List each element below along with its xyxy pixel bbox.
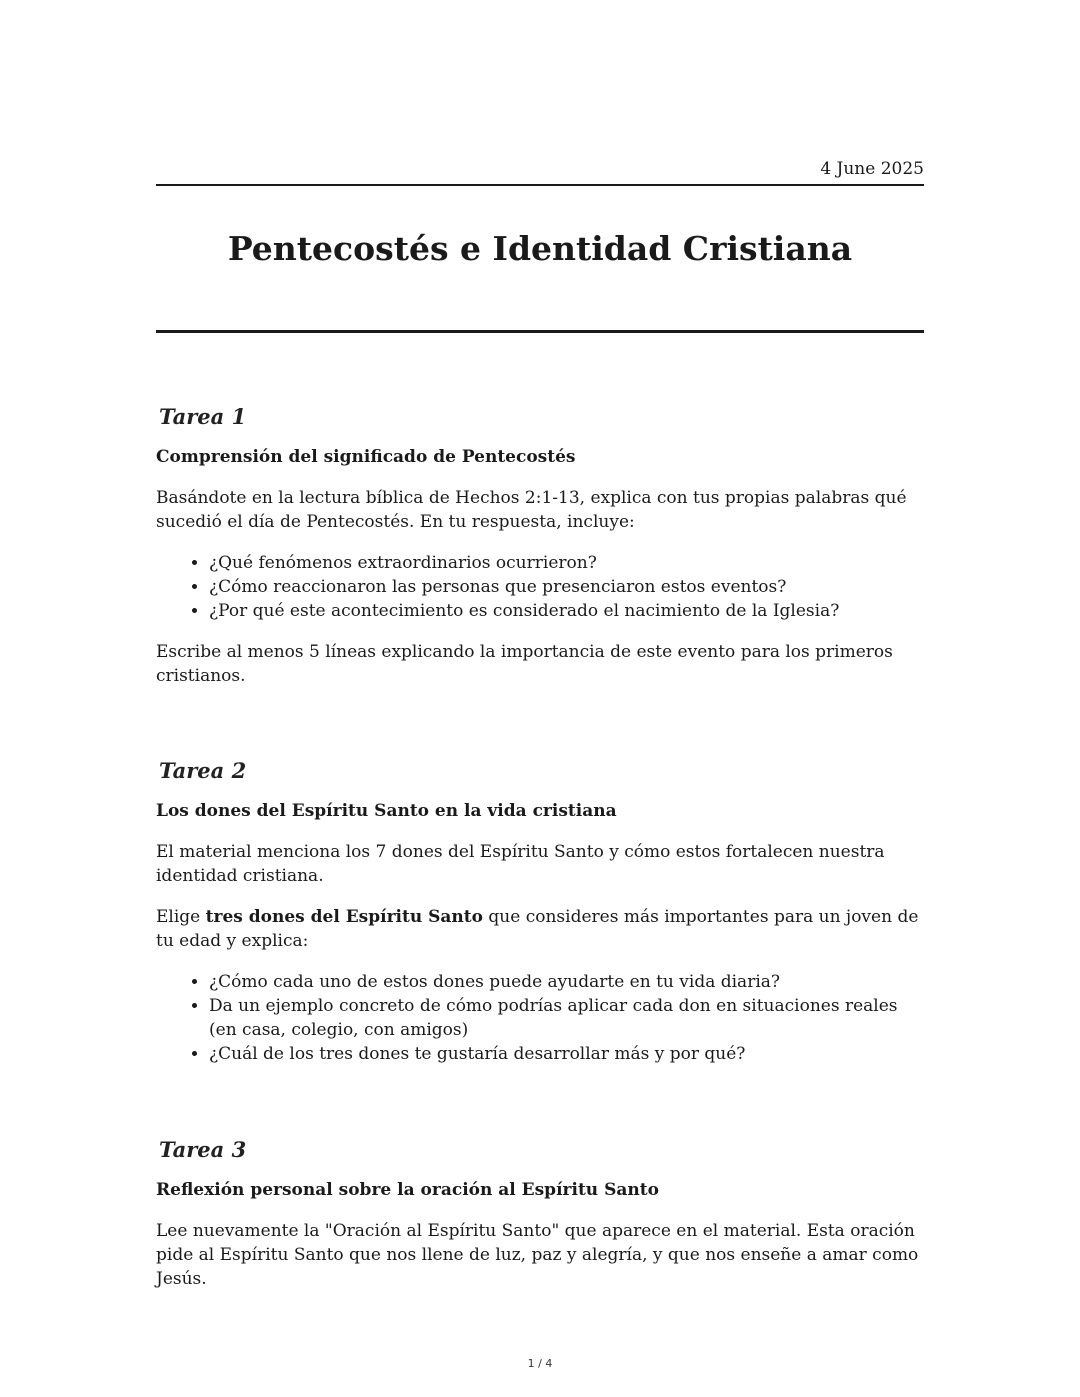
task-2-heading: Tarea 2 — [159, 758, 247, 783]
task-2-instructions — [156, 905, 924, 953]
list-item: • ¿Qué fenómenos extraordinarios ocurrieron? — [209, 551, 924, 575]
task-1-subtitle: Comprensión del significado de Pentecostés — [156, 447, 576, 467]
task-3-heading: Tarea 3 — [159, 1137, 247, 1162]
task-2-instructions-suffix: que consideres más importantes para un joven de tu edad y explica: — [156, 907, 919, 951]
list-item: • ¿Cómo cada uno de estos dones puede ayudarte en tu vida diaria? — [209, 970, 924, 994]
list-item: • Da un ejemplo concreto de cómo podrías aplicar cada don en situaciones reales (en casa, colegio, con amigos) — [209, 994, 924, 1042]
task-3-intro: Lee nuevamente la "Oración al Espíritu Santo" que aparece en el material. Esta oración pide al Espíritu Santo que nos llene de luz, paz y alegría, y que nos enseñe a amar como Jesús. — [156, 1221, 919, 1289]
task-2-instructions-prefix: Elige — [156, 907, 206, 927]
task-2-subtitle: Los dones del Espíritu Santo en la vida cristiana — [156, 801, 617, 821]
page-number: 1 / 4 — [527, 1357, 553, 1370]
task-1-heading: Tarea 1 — [159, 404, 247, 429]
task-2-instructions-emphasis: tres dones del Espíritu Santo — [205, 907, 483, 927]
list-item: • ¿Cuál de los tres dones te gustaría desarrollar más y por qué? — [209, 1042, 924, 1066]
task-3-subtitle: Reflexión personal sobre la oración al Espíritu Santo — [156, 1180, 659, 1200]
document-date: 4 June 2025 — [820, 159, 924, 179]
task-1-section — [156, 403, 924, 688]
task-1-intro: Basándote en la lectura bíblica de Hechos 2:1-13, explica con tus propias palabras qué sucedió el día de Pentecostés. En tu respuesta, incluye: — [156, 488, 907, 532]
task-1-bullet-list — [156, 551, 924, 623]
task-1-closing: Escribe al menos 5 líneas explicando la importancia de este evento para los primeros cristianos. — [156, 642, 893, 686]
header-divider — [156, 184, 924, 186]
task-2-intro: El material menciona los 7 dones del Espíritu Santo y cómo estos fortalecen nuestra identidad cristiana. — [156, 842, 885, 886]
task-3-section — [156, 1136, 924, 1291]
task-2-bullet-list — [156, 970, 924, 1066]
document-title: Pentecostés e Identidad Cristiana — [227, 229, 853, 268]
title-divider — [156, 330, 924, 333]
list-item: • ¿Cómo reaccionaron las personas que presenciaron estos eventos? — [209, 575, 924, 599]
list-item: • ¿Por qué este acontecimiento es considerado el nacimiento de la Iglesia? — [209, 599, 924, 623]
task-2-section — [156, 757, 924, 1066]
